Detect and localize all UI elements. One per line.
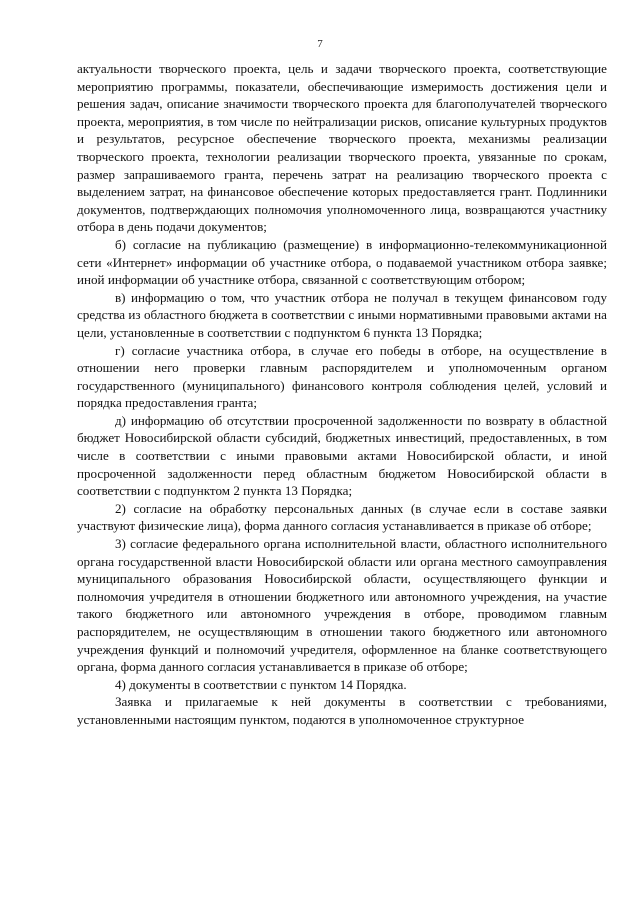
paragraph-continuation: актуальности творческого проекта, цель и задачи творческого проекта, соответствующие мероприятию программы, показатели, обеспечивающие измеримость достижения цели и решения задач, описание значимости творческого проекта для благополучателей творческого проекта, мероприятия, в том числе по нейтрализации рисков, описание культурных продуктов и результатов, ресурсное обеспечение творческого проекта, механизмы реализации творческого проекта, технологии реализации творческого проекта, увязанные по срокам, размер запрашиваемого гранта, перечень затрат на реализацию творческого проекта с выделением затрат, на финансовое обеспечение которых предоставляется грант. Подлинники документов, подтверждающих полномочия уполномоченного лица, возвращаются участнику отбора в день подачи документов; — [77, 61, 607, 235]
paragraph-item-d: д) информацию об отсутствии просроченной задолженности по возврату в областной бюджет Новосибирской области субсидий, бюджетных инвестиций, предоставленных, в том числе в соответствии с иными правовыми актами Новосибирской области, и иной просроченной задолженности перед областным бюджетом Новосибирской области в соответствии с подпунктом 2 пункта 13 Порядка; — [77, 412, 607, 499]
page-number: 7 — [317, 38, 323, 50]
paragraph-application: Заявка и прилагаемые к ней документы в соответствии с требованиями, установленными настоящим пунктом, подаются в уполномоченное структурное — [77, 694, 607, 727]
document-body — [77, 60, 607, 729]
paragraph-item-4: 4) документы в соответствии с пунктом 14 Порядка. — [115, 676, 407, 692]
paragraph-item-g: г) согласие участника отбора, в случае его победы в отборе, на осуществление в отношении него проверки главным распорядителем и уполномоченным органом государственного (муниципального) финансового контроля соблюдения целей, условий и порядка предоставления гранта; — [77, 342, 607, 411]
paragraph-item-v: в) информацию о том, что участник отбора не получал в текущем финансовом году средства из областного бюджета в соответствии с иными нормативными правовыми актами на цели, установленные в соответствии с подпунктом 6 пункта 13 Порядка; — [77, 289, 607, 340]
paragraph-item-2: 2) согласие на обработку персональных данных (в случае если в составе заявки участвуют физические лица), форма данного согласия устанавливается в приказе об отборе; — [77, 500, 607, 534]
paragraph-item-b: б) согласие на публикацию (размещение) в информационно-телекоммуникационной сети «Интернет» информации об участнике отбора, о подаваемой участником отбора заявке; иной информации об участнике отбора, связанной с соответствующим отбором; — [77, 236, 607, 288]
paragraph-item-3: 3) согласие федерального органа исполнительной власти, областного исполнительного органа государственной власти Новосибирской области или органа местного самоуправления муниципального образования Новосибирской области, осуществляющего функции и полномочия учредителя в отношении бюджетного или автономного учреждения, на участие такого бюджетного или автономного учреждения в отборе, проводимом главным распорядителем, не осуществляющим в отношении такого бюджетного или автономного учреждения функций и полномочий учредителя, оформленное на бланке соответствующего органа, форма данного согласия устанавливается в приказе об отборе; — [77, 536, 607, 675]
